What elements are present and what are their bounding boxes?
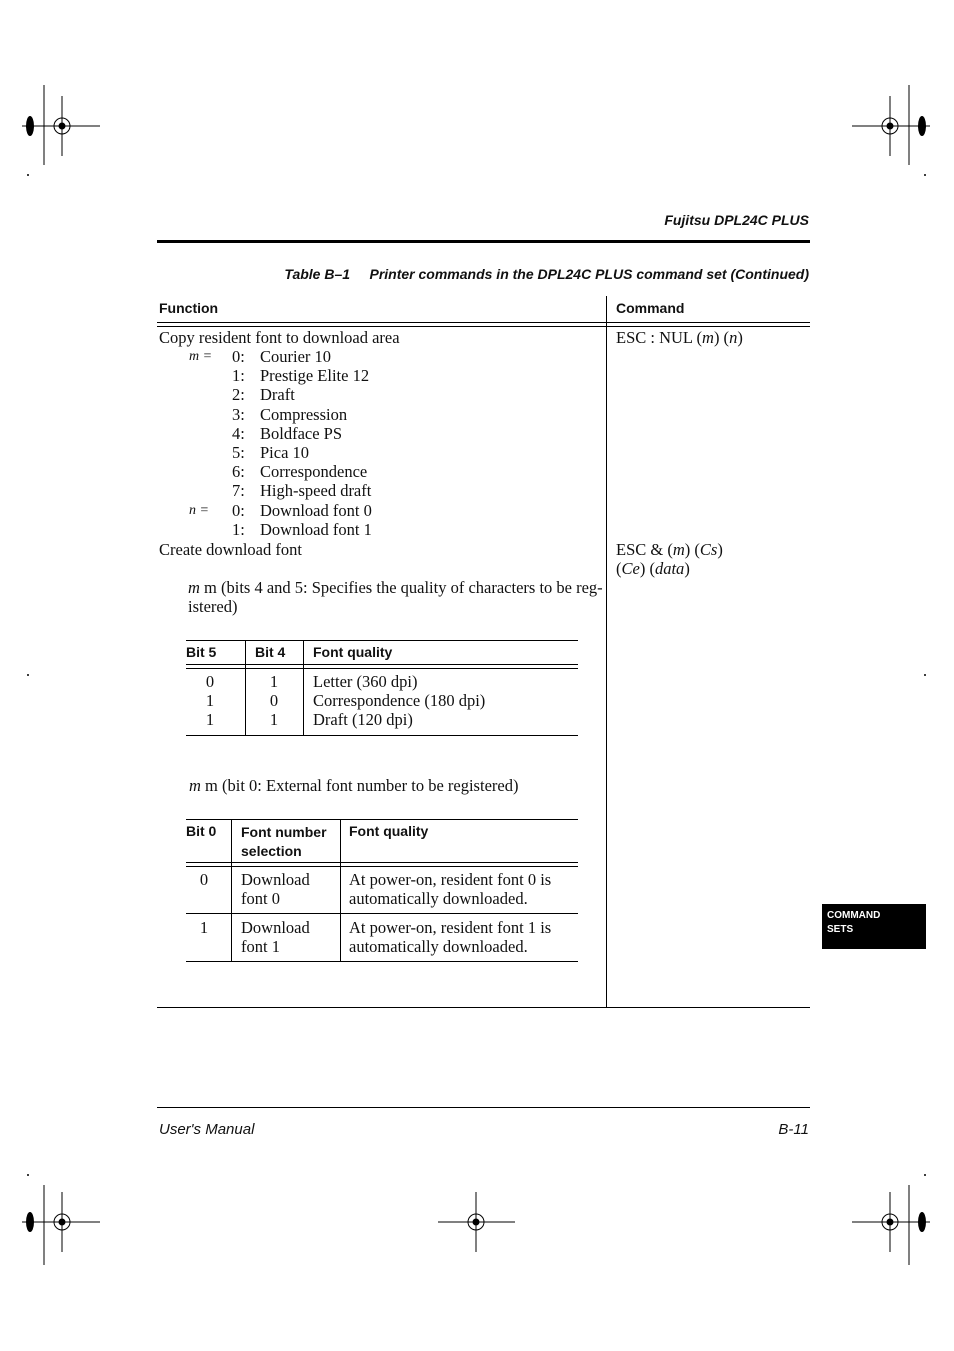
table-cell [349,870,551,908]
table-cell: 1 [269,710,279,729]
m-option: 1: Prestige Elite 12 [232,366,370,386]
m-option: 0: Courier 10 [232,347,332,366]
note-quality-bits: m m (bits 4 and 5: Specifies the quality of characters to be reg- istered) [188,578,603,617]
number-table-header-rule-2 [186,866,578,867]
n-option-list [232,501,372,539]
note-font-number-text: m (bit 0: External font number to be registered) [205,776,519,795]
note-font-number-bit: m m (bit 0: External font number to be registered) [189,776,519,795]
table-cell: 0 [199,870,209,889]
number-header-selection: Font number selection [241,824,327,859]
m-option: 5: Pica 10 [232,443,310,463]
table-cell-line: font 1 [241,937,280,956]
column-header-command: Command [616,300,685,316]
quality-header-bit4: Bit 4 [255,644,286,660]
number-table-header-rule-1 [186,862,578,863]
header-rule [157,240,810,243]
table-caption: Table B–1 Printer commands in the DPL24C PLUS command set (Continued) [284,266,809,282]
quality-col-bit4 [250,672,298,729]
table-bottom-rule [157,1007,810,1008]
m-option: 4: Boldface PS [232,423,343,443]
number-table-bottom-rule [186,961,578,962]
table-cell [349,918,551,956]
number-table-divider-2 [340,819,341,962]
m-option: 3: Compression [232,404,348,424]
table-column-divider [606,296,607,1008]
table-cell: Letter (360 dpi) [313,672,418,691]
number-table-top-rule [186,819,578,820]
quality-header-font-quality: Font quality [313,644,393,660]
function-copy-resident-font: Copy resident font to download area [159,328,400,347]
section-tab-line1: COMMAND [827,910,881,921]
number-table-row-rule [186,913,578,914]
footer-page-number: B-11 [778,1121,809,1138]
function-create-download-font: Create download font [159,540,302,559]
command-copy-resident-font: ESC : NUL (m) (n) [616,328,743,347]
table-cell: 1 [205,710,215,729]
quality-header-bit5: Bit 5 [186,644,217,660]
table-cell-line: font 0 [241,889,280,908]
note-quality-line2: istered) [188,597,238,617]
table-cell-line: automatically downloaded. [349,889,528,908]
running-header-title: Fujitsu DPL24C PLUS [664,212,809,228]
m-option: 6: Correspondence [232,462,368,482]
table-cell-line: At power-on, resident font 0 is [349,870,552,889]
n-parameter-prefix: n = [189,503,209,518]
table-cell: 1 [205,691,215,710]
section-tab-command-sets [822,904,926,949]
table-cell-line: At power-on, resident font 1 is [349,918,552,937]
table-cell: 1 [269,672,279,691]
quality-table-bottom-rule [186,735,578,736]
table-cell-line: automatically downloaded. [349,937,528,956]
table-cell-line: Download [241,870,310,889]
table-cell [241,870,310,908]
quality-table-divider-2 [303,640,304,736]
m-option: 7: High-speed draft [232,481,372,501]
n-option: 0: Download font 0 [232,501,372,520]
table-header-rule-1 [157,322,810,323]
table-cell: Correspondence (180 dpi) [313,691,486,710]
footer-rule [157,1107,810,1108]
footer-manual-title: User's Manual [159,1121,255,1138]
table-cell: 1 [199,918,209,937]
m-option: 2: Draft [232,385,295,405]
m-parameter-prefix: m = [189,349,213,364]
note-quality-line1: m (bits 4 and 5: Specifies the quality of characters to be reg- [204,578,603,597]
m-option-list [232,347,371,501]
quality-col-font-quality [313,672,485,729]
column-header-function: Function [159,300,219,316]
quality-col-bit5 [186,672,234,729]
section-tab-line2: SETS [827,924,854,935]
table-cell: Draft (120 dpi) [313,710,413,729]
table-cell-line: Download [241,918,310,937]
n-option: 1: Download font 1 [232,520,372,540]
table-header-rule-2 [157,326,810,327]
quality-table-divider-1 [245,640,246,736]
number-table-divider-1 [231,819,232,962]
table-cell: 0 [205,672,215,691]
number-header-bit0: Bit 0 [186,823,217,839]
command-create-download-font: ESC & (m) (Cs) (Ce) (data) [616,540,723,579]
table-cell: 0 [269,691,279,710]
table-cell [241,918,310,956]
number-header-font-quality: Font quality [349,823,429,839]
